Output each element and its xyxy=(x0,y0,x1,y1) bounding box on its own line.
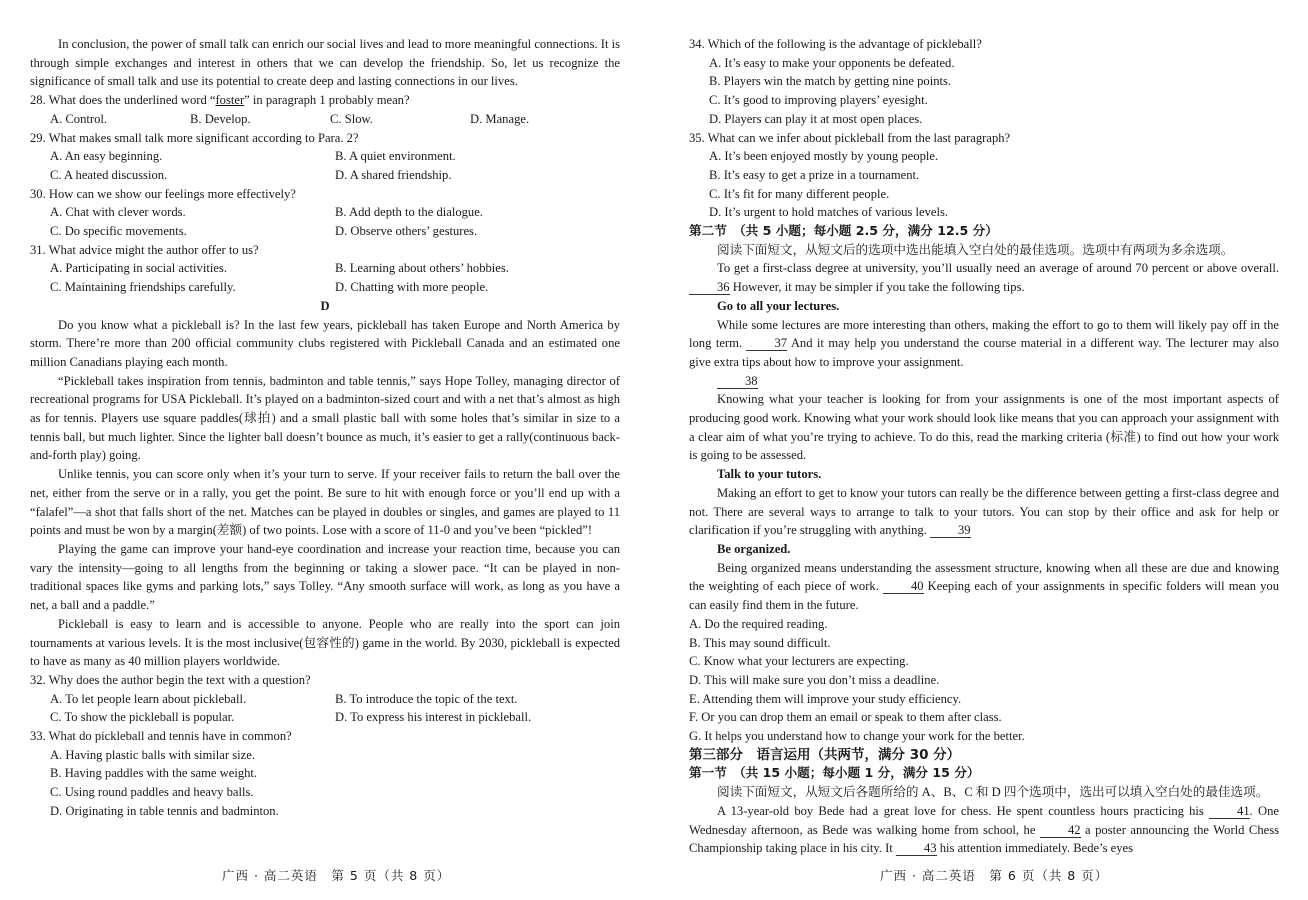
option: B. It’s easy to get a prize in a tournament. xyxy=(709,167,920,182)
heading-organized: Be organized. xyxy=(717,541,791,556)
option: A. An easy beginning. xyxy=(50,149,163,164)
option: D. To express his interest in pickleball. xyxy=(335,710,532,725)
heading-tutors: Talk to your tutors. xyxy=(717,467,822,482)
text: . One Wednesday afternoon, as Bede was walking home from school, he xyxy=(689,803,1279,837)
question-31-options-row1 xyxy=(30,259,620,278)
option: C. Do specific movements. xyxy=(50,224,187,239)
text: his attention immediately. Bede’s eyes xyxy=(939,841,1134,856)
answer-option: C. Know what your lecturers are expecting. xyxy=(689,654,909,669)
option: C. To show the pickleball is popular. xyxy=(50,710,235,725)
answer-option: F. Or you can drop them an email or speak to them after class. xyxy=(689,710,1002,725)
passage-d-paragraph-2: “Pickleball takes inspiration from tennis, badminton and table tennis,” says Hope Tolley, managing director of recreational programs for USA Pickleball. It’s played on a badminton-sized court and with a net that’s almost as high as for tennis. Players use square paddles(球拍) and a small plastic ball with some holes that’s similar in size to a tennis ball, but much lighter. Since the lighter ball doesn’t bounce as much, it’s easier to get a rally(continuous back-and-forth play) going. xyxy=(30,373,620,463)
option: C. Using round paddles and heavy balls. xyxy=(50,785,254,800)
option: C. Maintaining friendships carefully. xyxy=(50,280,236,295)
option: C. It’s fit for many different people. xyxy=(709,186,890,201)
option: C. It’s good to improving players’ eyesight. xyxy=(709,93,928,108)
question-29: 29. What makes small talk more significant according to Para. 2? xyxy=(30,130,359,145)
option: D. It’s urgent to hold matches of various levels. xyxy=(709,205,949,220)
text: Keeping each of your assignments in specific folders will mean you can easily find them in the future. xyxy=(689,579,1279,613)
option: D. Players can play it at most open places. xyxy=(709,111,923,126)
blank-43: 43 xyxy=(896,841,937,856)
option: A. Chat with clever words. xyxy=(50,205,186,220)
tips-paragraph-3: Knowing what your teacher is looking for from your assignments is one of the most important aspects of producing good work. Knowing what your work should look like means that you can approach your assignment with a clear aim of what you’re trying to achieve. To do this, read the marking criteria (标准) to find out how your work is going to be assessed. xyxy=(689,392,1279,463)
question-33: 33. What do pickleball and tennis have in common? xyxy=(30,729,292,744)
heading-lectures: Go to all your lectures. xyxy=(717,298,840,313)
left-column xyxy=(30,35,620,821)
option: A. It’s easy to make your opponents be defeated. xyxy=(709,55,955,70)
question-28: 28. What does the underlined word “foster” in paragraph 1 probably mean? xyxy=(30,93,410,108)
question-32: 32. Why does the author begin the text with a question? xyxy=(30,672,311,687)
option: D. Manage. xyxy=(470,111,530,126)
tips-paragraph-4 xyxy=(689,484,1279,540)
text: And it may help you understand the course material in a different way. The lecturer may also give extra tips about how to improve your assignment. xyxy=(689,336,1279,369)
question-28-options xyxy=(30,110,620,129)
option: B. Players win the match by getting nine points. xyxy=(709,74,952,89)
passage-d-paragraph-3: Unlike tennis, you can score only when it’s your turn to serve. If your receiver fails to return the ball over the net, either from the serve or in a rally, you get the point. Be sure to hit with enough force or you’ll end up with a “falafel”—a shot that falls short of the net. Matches can be played in doubles or singles, and games are played to 11 points and must be won by a margin(差额) of two points. Lose with a score of 11-0 and you’ve been “pickled”! xyxy=(30,467,620,538)
option: D. Chatting with more people. xyxy=(335,280,489,295)
blank-39: 39 xyxy=(930,523,971,538)
passage-letter: D xyxy=(320,298,330,313)
text: Making an effort to get to know your tutors can really be the difference between getting a first-class degree and not. There are several ways to arrange to talk to your tutors. You can stop by their office and ask for help or clarification if you’re struggling with anything. xyxy=(689,485,1279,538)
option: B. A quiet environment. xyxy=(335,149,456,164)
text: Being organized means understanding the assessment structure, knowing when all these are due and knowing the weighting of each piece of work. xyxy=(689,560,1279,594)
option: B. Learning about others’ hobbies. xyxy=(335,261,509,276)
option: B. Develop. xyxy=(190,111,251,126)
text: However, it may be simpler if you take the following tips. xyxy=(732,280,1025,295)
question-32-options-row1 xyxy=(30,690,620,709)
question-29-options-row2 xyxy=(30,166,620,185)
text: To get a first-class degree at university, you’ll usually need an average of around 70 percent or above overall. xyxy=(717,261,1279,276)
option: D. Observe others’ gestures. xyxy=(335,224,478,239)
option: A. To let people learn about pickleball. xyxy=(50,691,247,706)
option: B. To introduce the topic of the text. xyxy=(335,691,518,706)
text: While some lectures are more interesting than others, making the effort to go to them will likely pay off in the long term. xyxy=(689,317,1279,351)
option: C. Slow. xyxy=(330,111,373,126)
section-2-instruction: 阅读下面短文，从短文后的选项中选出能填入空白处的最佳选项。选项中有两项为多余选项。 xyxy=(717,242,1234,257)
question-30-options-row2 xyxy=(30,222,620,241)
section-1-title: 第一节 （共 15 小题；每小题 1 分，满分 15 分） xyxy=(689,765,980,781)
section-2-title: 第二节 （共 5 小题；每小题 2.5 分，满分 12.5 分） xyxy=(689,223,998,239)
question-30: 30. How can we show our feelings more effectively? xyxy=(30,186,296,201)
option: A. It’s been enjoyed mostly by young people. xyxy=(709,149,939,164)
text: A 13-year-old boy Bede had a great love for chess. He spent countless hours practicing his xyxy=(717,803,1204,818)
conclusion-paragraph: In conclusion, the power of small talk can enrich our social lives and lead to more meaningful connections. It is through simple exchanges and interest in others that we can develop the friendship. So, let us recognize the significance of small talk and use its potential to create deep and lasting connections in our lives. xyxy=(30,37,621,89)
blank-37: 37 xyxy=(746,336,787,351)
passage-d-paragraph-1: Do you know what a pickleball is? In the last few years, pickleball has taken Europe and North America by storm. There’re more than 200 official community clubs registered with Pickleball Canada and an estimated one million Canadians playing each month. xyxy=(30,317,620,369)
question-32-options-row2 xyxy=(30,708,620,727)
blank-42: 42 xyxy=(1040,823,1081,838)
tips-paragraph-5 xyxy=(689,559,1279,615)
question-30-options-row1 xyxy=(30,203,620,222)
part-3-title: 第三部分 语言运用（共两节，满分 30 分） xyxy=(689,746,961,763)
text: a poster announcing the World Chess Championship taking place in his city. It xyxy=(689,822,1280,856)
question-29-options-row1 xyxy=(30,147,620,166)
option: A. Participating in social activities. xyxy=(50,261,227,276)
answer-option: A. Do the required reading. xyxy=(689,616,828,631)
right-column xyxy=(689,35,1279,858)
option: B. Having paddles with the same weight. xyxy=(50,766,258,781)
question-31: 31. What advice might the author offer to us? xyxy=(30,242,259,257)
answer-option: E. Attending them will improve your study efficiency. xyxy=(689,691,962,706)
cloze-paragraph xyxy=(689,802,1279,858)
blank-38-line xyxy=(689,372,1279,391)
tips-paragraph-1 xyxy=(689,259,1279,296)
blank-40: 40 xyxy=(883,579,924,594)
option: D. Originating in table tennis and badminton. xyxy=(50,803,279,818)
question-31-options-row2 xyxy=(30,278,620,297)
question-34: 34. Which of the following is the advantage of pickleball? xyxy=(689,37,982,51)
passage-d-paragraph-5: Pickleball is easy to learn and is accessible to anyone. People who are really into the sport can join tournaments at various levels. It is the most inclusive(包容性的) game in the world. By 2030, pickleball is expected to have as many as 40 million players worldwide. xyxy=(30,616,620,669)
blank-38: 38 xyxy=(717,374,758,389)
section-1-instruction: 阅读下面短文，从短文后各题所给的 A、B、C 和 D 四个选项中，选出可以填入空白处的最佳选项。 xyxy=(717,785,1269,800)
passage-d-paragraph-4: Playing the game can improve your hand-eye coordination and increase your reaction time, because you can vary the intensity—going to all lengths from the beginning or taking a slower pace. “It can be played in non-traditional spaces like gyms and parking lots,” says Tolley. “Any smooth surface will work, as long as you have a net, a ball and a paddle.” xyxy=(30,541,620,613)
option: A. Having plastic balls with similar size. xyxy=(50,747,255,762)
blank-36: 36 xyxy=(689,280,730,295)
option: B. Add depth to the dialogue. xyxy=(335,205,483,220)
page-footer-5: 广西 · 高二英语 第 5 页（共 8 页） xyxy=(222,868,451,883)
answer-option: G. It helps you understand how to change your work for the better. xyxy=(689,729,1025,744)
question-35: 35. What can we infer about pickleball from the last paragraph? xyxy=(689,130,1011,145)
answer-option: D. This will make sure you don’t miss a deadline. xyxy=(689,672,940,687)
answer-option: B. This may sound difficult. xyxy=(689,635,831,650)
option: A. Control. xyxy=(50,111,108,126)
page-footer-6: 广西 · 高二英语 第 6 页（共 8 页） xyxy=(880,868,1109,883)
blank-41: 41 xyxy=(1209,804,1250,819)
tips-paragraph-2 xyxy=(689,316,1279,372)
option: D. A shared friendship. xyxy=(335,167,452,182)
option: C. A heated discussion. xyxy=(50,167,168,182)
